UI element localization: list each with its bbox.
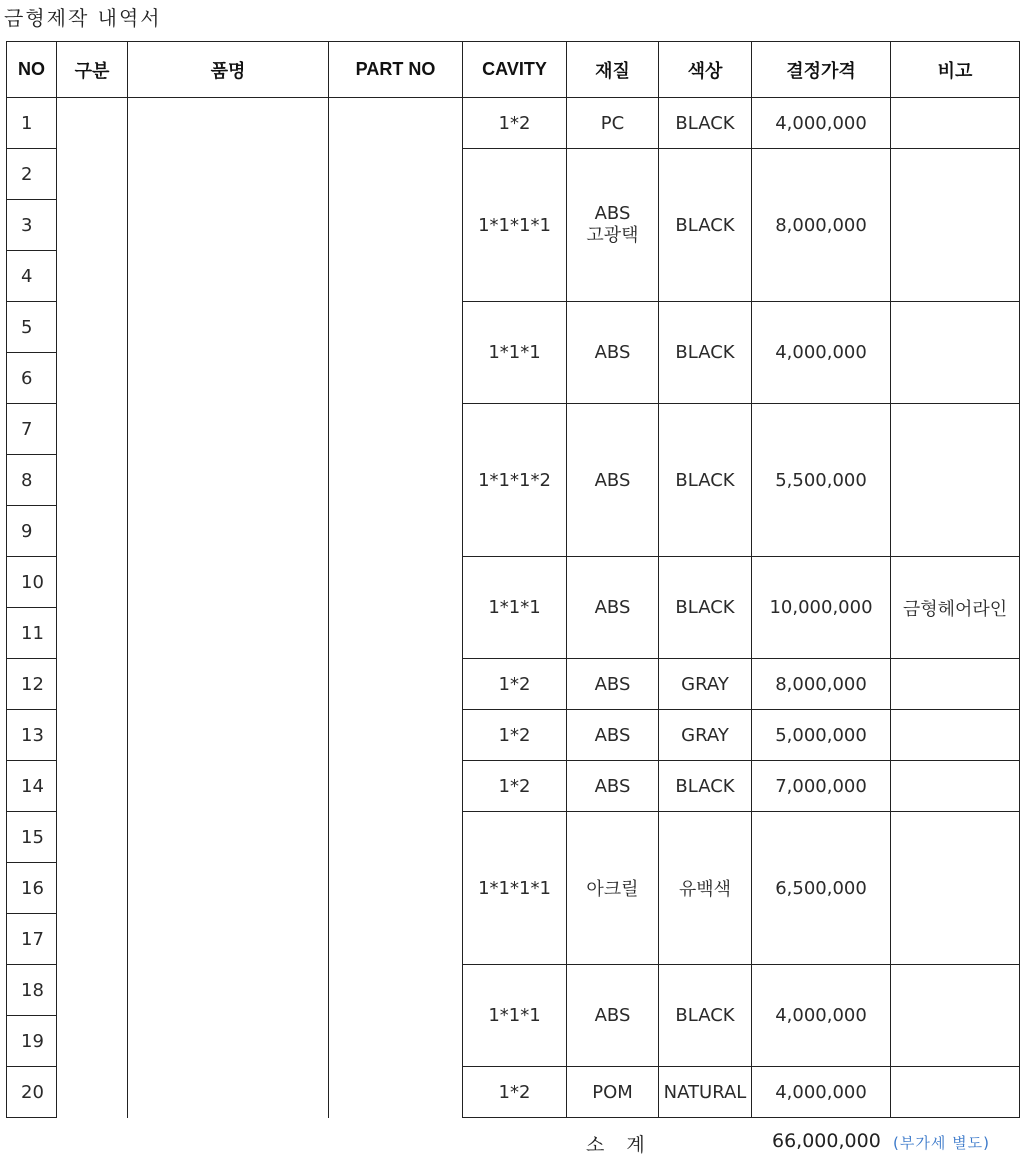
color-cell: BLACK (659, 761, 752, 812)
category-cell (57, 98, 128, 1118)
material-finish: 고광택 (586, 225, 639, 246)
price-cell: 6,500,000 (752, 812, 891, 965)
row-number: 5 (7, 302, 57, 353)
price-cell: 5,000,000 (752, 710, 891, 761)
material-cell: ABS (567, 659, 659, 710)
remarks-cell (891, 659, 1020, 710)
color-cell: 유백색 (659, 812, 752, 965)
row-number: 3 (7, 200, 57, 251)
color-cell: BLACK (659, 557, 752, 659)
remarks-cell (891, 812, 1020, 965)
remarks-cell (891, 710, 1020, 761)
cavity-cell: 1*2 (463, 761, 567, 812)
row-number: 11 (7, 608, 57, 659)
subtotal-label: 소 계 (586, 1134, 653, 1156)
price-cell: 8,000,000 (752, 659, 891, 710)
row-number: 6 (7, 353, 57, 404)
row-number: 15 (7, 812, 57, 863)
header-remarks: 비고 (891, 42, 1020, 98)
row-number: 12 (7, 659, 57, 710)
subtotal-value: 66,000,000 (772, 1130, 881, 1152)
row-number: 4 (7, 251, 57, 302)
part-no-cell (329, 98, 463, 1118)
table-body (7, 98, 1020, 1118)
price-cell: 4,000,000 (752, 1067, 891, 1118)
color-cell: GRAY (659, 659, 752, 710)
header-category: 구분 (57, 42, 128, 98)
cavity-cell: 1*2 (463, 710, 567, 761)
material-cell: POM (567, 1067, 659, 1118)
material-cell: 아크릴 (567, 812, 659, 965)
header-no: NO (7, 42, 57, 98)
remarks-cell: 금형헤어라인 (891, 557, 1020, 659)
row-number: 14 (7, 761, 57, 812)
header-price: 결정가격 (752, 42, 891, 98)
row-number: 18 (7, 965, 57, 1016)
color-cell: BLACK (659, 404, 752, 557)
header-cavity: CAVITY (463, 42, 567, 98)
row-number: 1 (7, 98, 57, 149)
row-number: 7 (7, 404, 57, 455)
item-name-cell (128, 98, 329, 1118)
row-number: 16 (7, 863, 57, 914)
material-line: ABS (594, 203, 631, 224)
material-cell: ABS (567, 557, 659, 659)
price-cell: 7,000,000 (752, 761, 891, 812)
price-cell: 4,000,000 (752, 965, 891, 1067)
row-number: 9 (7, 506, 57, 557)
material-cell: ABS (567, 761, 659, 812)
table-header-row (7, 42, 1020, 98)
row-number: 2 (7, 149, 57, 200)
price-cell: 4,000,000 (752, 98, 891, 149)
material-cell: ABS (567, 404, 659, 557)
cavity-cell: 1*1*1*1 (463, 149, 567, 302)
remarks-cell (891, 761, 1020, 812)
material-cell: PC (567, 98, 659, 149)
color-cell: GRAY (659, 710, 752, 761)
row-number: 8 (7, 455, 57, 506)
header-item-name: 품명 (128, 42, 329, 98)
color-cell: NATURAL (659, 1067, 752, 1118)
color-cell: BLACK (659, 302, 752, 404)
color-cell: BLACK (659, 965, 752, 1067)
cavity-cell: 1*1*1 (463, 965, 567, 1067)
price-cell: 4,000,000 (752, 302, 891, 404)
document-title: 금형제작 내역서 (4, 6, 162, 30)
mold-spec-table (6, 41, 1020, 1118)
price-cell: 8,000,000 (752, 149, 891, 302)
header-part-no: PART NO (329, 42, 463, 98)
cavity-cell: 1*2 (463, 659, 567, 710)
remarks-cell (891, 965, 1020, 1067)
material-cell: ABS (567, 710, 659, 761)
price-cell: 5,500,000 (752, 404, 891, 557)
table-row (7, 98, 1020, 149)
remarks-cell (891, 98, 1020, 149)
remarks-cell (891, 302, 1020, 404)
price-cell: 10,000,000 (752, 557, 891, 659)
cavity-cell: 1*1*1*2 (463, 404, 567, 557)
material-cell: ABS (567, 965, 659, 1067)
subtotal-row (0, 1130, 1024, 1158)
row-number: 20 (7, 1067, 57, 1118)
remarks-cell (891, 1067, 1020, 1118)
remarks-cell (891, 149, 1020, 302)
color-cell: BLACK (659, 98, 752, 149)
cavity-cell: 1*2 (463, 98, 567, 149)
row-number: 10 (7, 557, 57, 608)
color-cell: BLACK (659, 149, 752, 302)
vat-note: (부가세 별도) (893, 1134, 990, 1152)
cavity-cell: 1*1*1 (463, 302, 567, 404)
material-cell: ABS (567, 302, 659, 404)
remarks-cell (891, 404, 1020, 557)
row-number: 19 (7, 1016, 57, 1067)
row-number: 17 (7, 914, 57, 965)
row-number: 13 (7, 710, 57, 761)
cavity-cell: 1*1*1 (463, 557, 567, 659)
cavity-cell: 1*2 (463, 1067, 567, 1118)
cavity-cell: 1*1*1*1 (463, 812, 567, 965)
header-color: 색상 (659, 42, 752, 98)
material-cell (567, 149, 659, 302)
header-material: 재질 (567, 42, 659, 98)
